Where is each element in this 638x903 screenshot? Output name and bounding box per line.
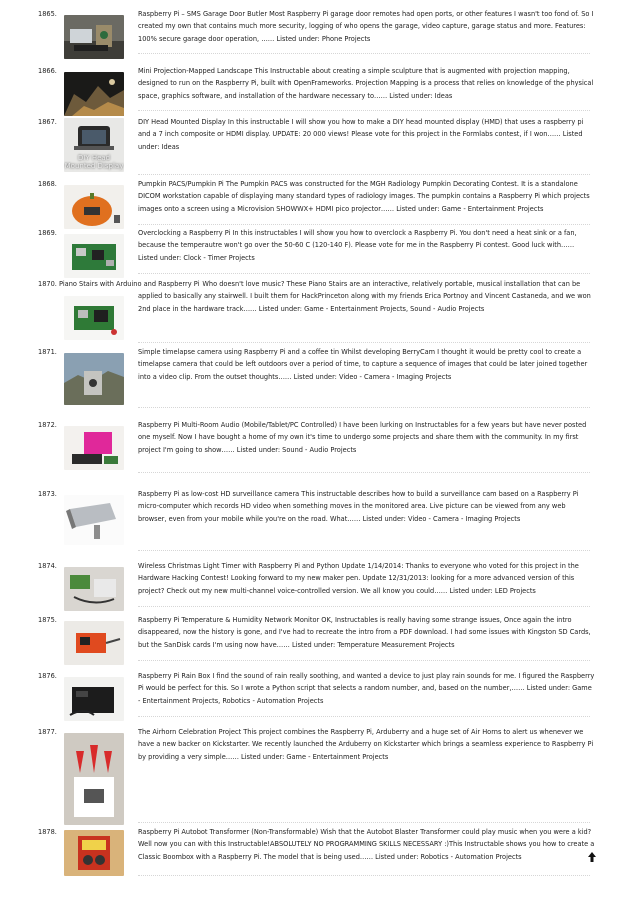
entry-number: 1878. bbox=[38, 828, 57, 836]
divider bbox=[138, 550, 590, 551]
project-description: Raspberry Pi as low-cost HD surveillance camera This instructable describes how to build a surveillance cam based on a Raspberry Pi micro-computer which records HD video when something moves in the monitored area. Live picture can be viewed from any web browser, even from your mobile while you're on the road. What…… Listed under: Video - Camera - Imaging Projects bbox=[138, 490, 579, 523]
project-thumbnail[interactable] bbox=[64, 72, 124, 116]
project-description: Wireless Christmas Light Timer with Raspberry Pi and Python Update 1/14/2014: Thanks to everyone who voted for this project in the Hardware Hacking Contest! Looking forward to my new maker pen. Update 12/31/2013: looking for a more advanced version of this project? Check out my new multi-channel voice-controlled version. We all know you could…… Listed under: LED Projects bbox=[138, 562, 579, 595]
divider bbox=[138, 110, 590, 111]
divider bbox=[138, 53, 590, 54]
project-description: DIY Head Mounted Display In this instructable I will show you how to make a DIY head mounted display (HMD) that uses a raspberry pi and a 7 inch composite or HDMI display. UPDATE: 20 000 views! Please vote for this project in the Formlabs contest, if I won…… Listed under: Ideas bbox=[138, 118, 584, 151]
project-thumbnail[interactable] bbox=[64, 567, 124, 611]
divider bbox=[138, 660, 590, 661]
entry-number: 1874. bbox=[38, 562, 57, 570]
entry-number: 1868. bbox=[38, 180, 57, 188]
entry-number: 1871. bbox=[38, 348, 57, 356]
project-description: Pumpkin PACS/Pumpkin Pi The Pumpkin PACS was constructed for the MGH Radiology Pumpkin Decorating Contest. It is a standalone DICOM workstation capable of displaying many standard types of radiology images. The pumpkin contains a Raspberry Pi which projects images onto a screen using a Microvision SHOWWX+ HDMI pico projector…… Listed under: Game - Entertainment Projects bbox=[138, 180, 590, 213]
project-description: Raspberry Pi Rain Box I find the sound of rain really soothing, and wanted a device to just play rain sounds for me. I figured the Raspberry Pi would be perfect for this. So I wrote a Python script that selects a random number, and, based on the number,…… Listed under: Game - Entertainment Projects, Robotics - Automation Projects bbox=[138, 672, 595, 705]
project-thumbnail[interactable] bbox=[64, 426, 124, 470]
project-thumbnail[interactable] bbox=[64, 621, 124, 665]
project-thumbnail[interactable] bbox=[64, 353, 124, 405]
project-description: Who doesn't love music? These Piano Stairs are an interactive, relatively portable, musical installation that can be applied to basically any stairwell. I built them for HackPrinceton along with my friends Erica Portnoy and Vincent Castaneda, and we won 2nd place in the hardware track…… Listed under: Game - Entertainment Projects, Sound - Audio Projects bbox=[138, 280, 591, 313]
project-thumbnail[interactable] bbox=[64, 677, 124, 721]
divider bbox=[138, 407, 590, 408]
project-thumbnail[interactable] bbox=[64, 185, 124, 229]
divider bbox=[138, 822, 590, 823]
divider bbox=[138, 224, 590, 225]
project-description: Raspberry Pi Autobot Transformer (Non-Transformable) Wish that the Autobot Blaster Transformer could play music when you were a kid? Well now you can with this Instructable!ABSOLUTELY NO PROGRAMMING SKILLS NECESSARY :)This Instructable shows you how to create a Classic Boombox with a Raspberry Pi. The model that is being used…… Listed under: Robotics - Automation Projects bbox=[138, 828, 595, 861]
project-description: Raspberry Pi Multi-Room Audio (Mobile/Tablet/PC Controlled) I have been lurking on Instructables for a few years but have never posted one myself. Now I have bought a home of my own it's time to undergo some projects and share them with the community. In my first project I'm going to show…… Listed under: Sound - Audio Projects bbox=[138, 421, 587, 454]
project-thumbnail[interactable] bbox=[64, 15, 124, 59]
entry-number: 1873. bbox=[38, 490, 57, 498]
entry-title[interactable]: Piano Stairs with Arduino and Raspberry Pi bbox=[59, 280, 200, 288]
project-thumbnail[interactable] bbox=[64, 118, 124, 172]
entry-number: 1866. bbox=[38, 67, 57, 75]
entry-number: 1867. bbox=[38, 118, 57, 126]
entry-number: 1870. bbox=[38, 280, 57, 288]
entry-number: 1876. bbox=[38, 672, 57, 680]
project-thumbnail[interactable] bbox=[64, 296, 124, 340]
project-thumbnail[interactable] bbox=[64, 495, 124, 545]
divider bbox=[138, 472, 590, 473]
project-description: Simple timelapse camera using Raspberry Pi and a coffee tin Whilst developing BerryCam I thought it would be pretty cool to create a timelapse camera that could be left outdoors over a period of time, to capture a sequence of images that could be later joined together into a video clip. From the outset thoughts…… Listed under: Video - Camera - Imaging Projects bbox=[138, 348, 588, 381]
entry-number: 1872. bbox=[38, 421, 57, 429]
divider bbox=[138, 716, 590, 717]
entry-number: 1869. bbox=[38, 229, 57, 237]
divider bbox=[138, 342, 590, 343]
project-description: The Airhorn Celebration Project This project combines the Raspberry Pi, Arduberry and a huge set of Air Horns to alert us whenever we have a new backer on Kickstarter. We recently launched the Arduberry on Kickstarter which brings a seamless experience to Raspberry Pi by providing a very simple…… Listed under: Game - Entertainment Projects bbox=[138, 728, 594, 761]
up-arrow-icon[interactable] bbox=[587, 848, 597, 860]
project-thumbnail[interactable] bbox=[64, 830, 124, 876]
divider bbox=[138, 606, 590, 607]
entry-number: 1875. bbox=[38, 616, 57, 624]
thumbnail-caption: DIY Head Mounted Display bbox=[64, 154, 124, 170]
entry-number: 1865. bbox=[38, 10, 57, 18]
project-description: Overclocking a Raspberry Pi In this instructables I will show you how to overclock a Raspberry Pi. You don't need a heat sink or a fan, because the temperautre won't go over the 50-60 C (120-140 F). Please vote for me in the Raspberry Pi contest. Good luck with…… Listed under: Clock - Timer Projects bbox=[138, 229, 577, 262]
project-thumbnail[interactable] bbox=[64, 234, 124, 278]
divider bbox=[138, 875, 590, 876]
divider bbox=[138, 273, 590, 274]
project-description: Raspberry Pi – SMS Garage Door Butler Most Raspberry Pi garage door remotes had open ports, or other features I wasn't too fond of. So I created my own that contains much more security, logging of who opens the garage, video capture, garage status and more. Features: 100% secure garage door operation, …… Listed under: Phone Projects bbox=[138, 10, 594, 43]
divider bbox=[138, 174, 590, 175]
project-description: Raspberry Pi Temperature & Humidity Network Monitor OK, Instructables is really having some strange issues, Once again the intro disappeared, now the history is gone, and I've had to recreate the intro from a PDF download. I had some issues with Kingston SD Cards, but the SanDisk cards I'm using now have…… Listed under: Temperature Measurement Projects bbox=[138, 616, 591, 649]
project-thumbnail[interactable] bbox=[64, 733, 124, 825]
project-description: Mini Projection-Mapped Landscape This Instructable about creating a simple sculpture that is augmented with projection mapping, designed to run on the Raspberry Pi, built with OpenFrameworks. Projection Mapping is a process that relies on knowledge of the physical space, graphics software, and installation of the hardware necessary to…… Listed under: Ideas bbox=[138, 67, 594, 100]
entry-number: 1877. bbox=[38, 728, 57, 736]
